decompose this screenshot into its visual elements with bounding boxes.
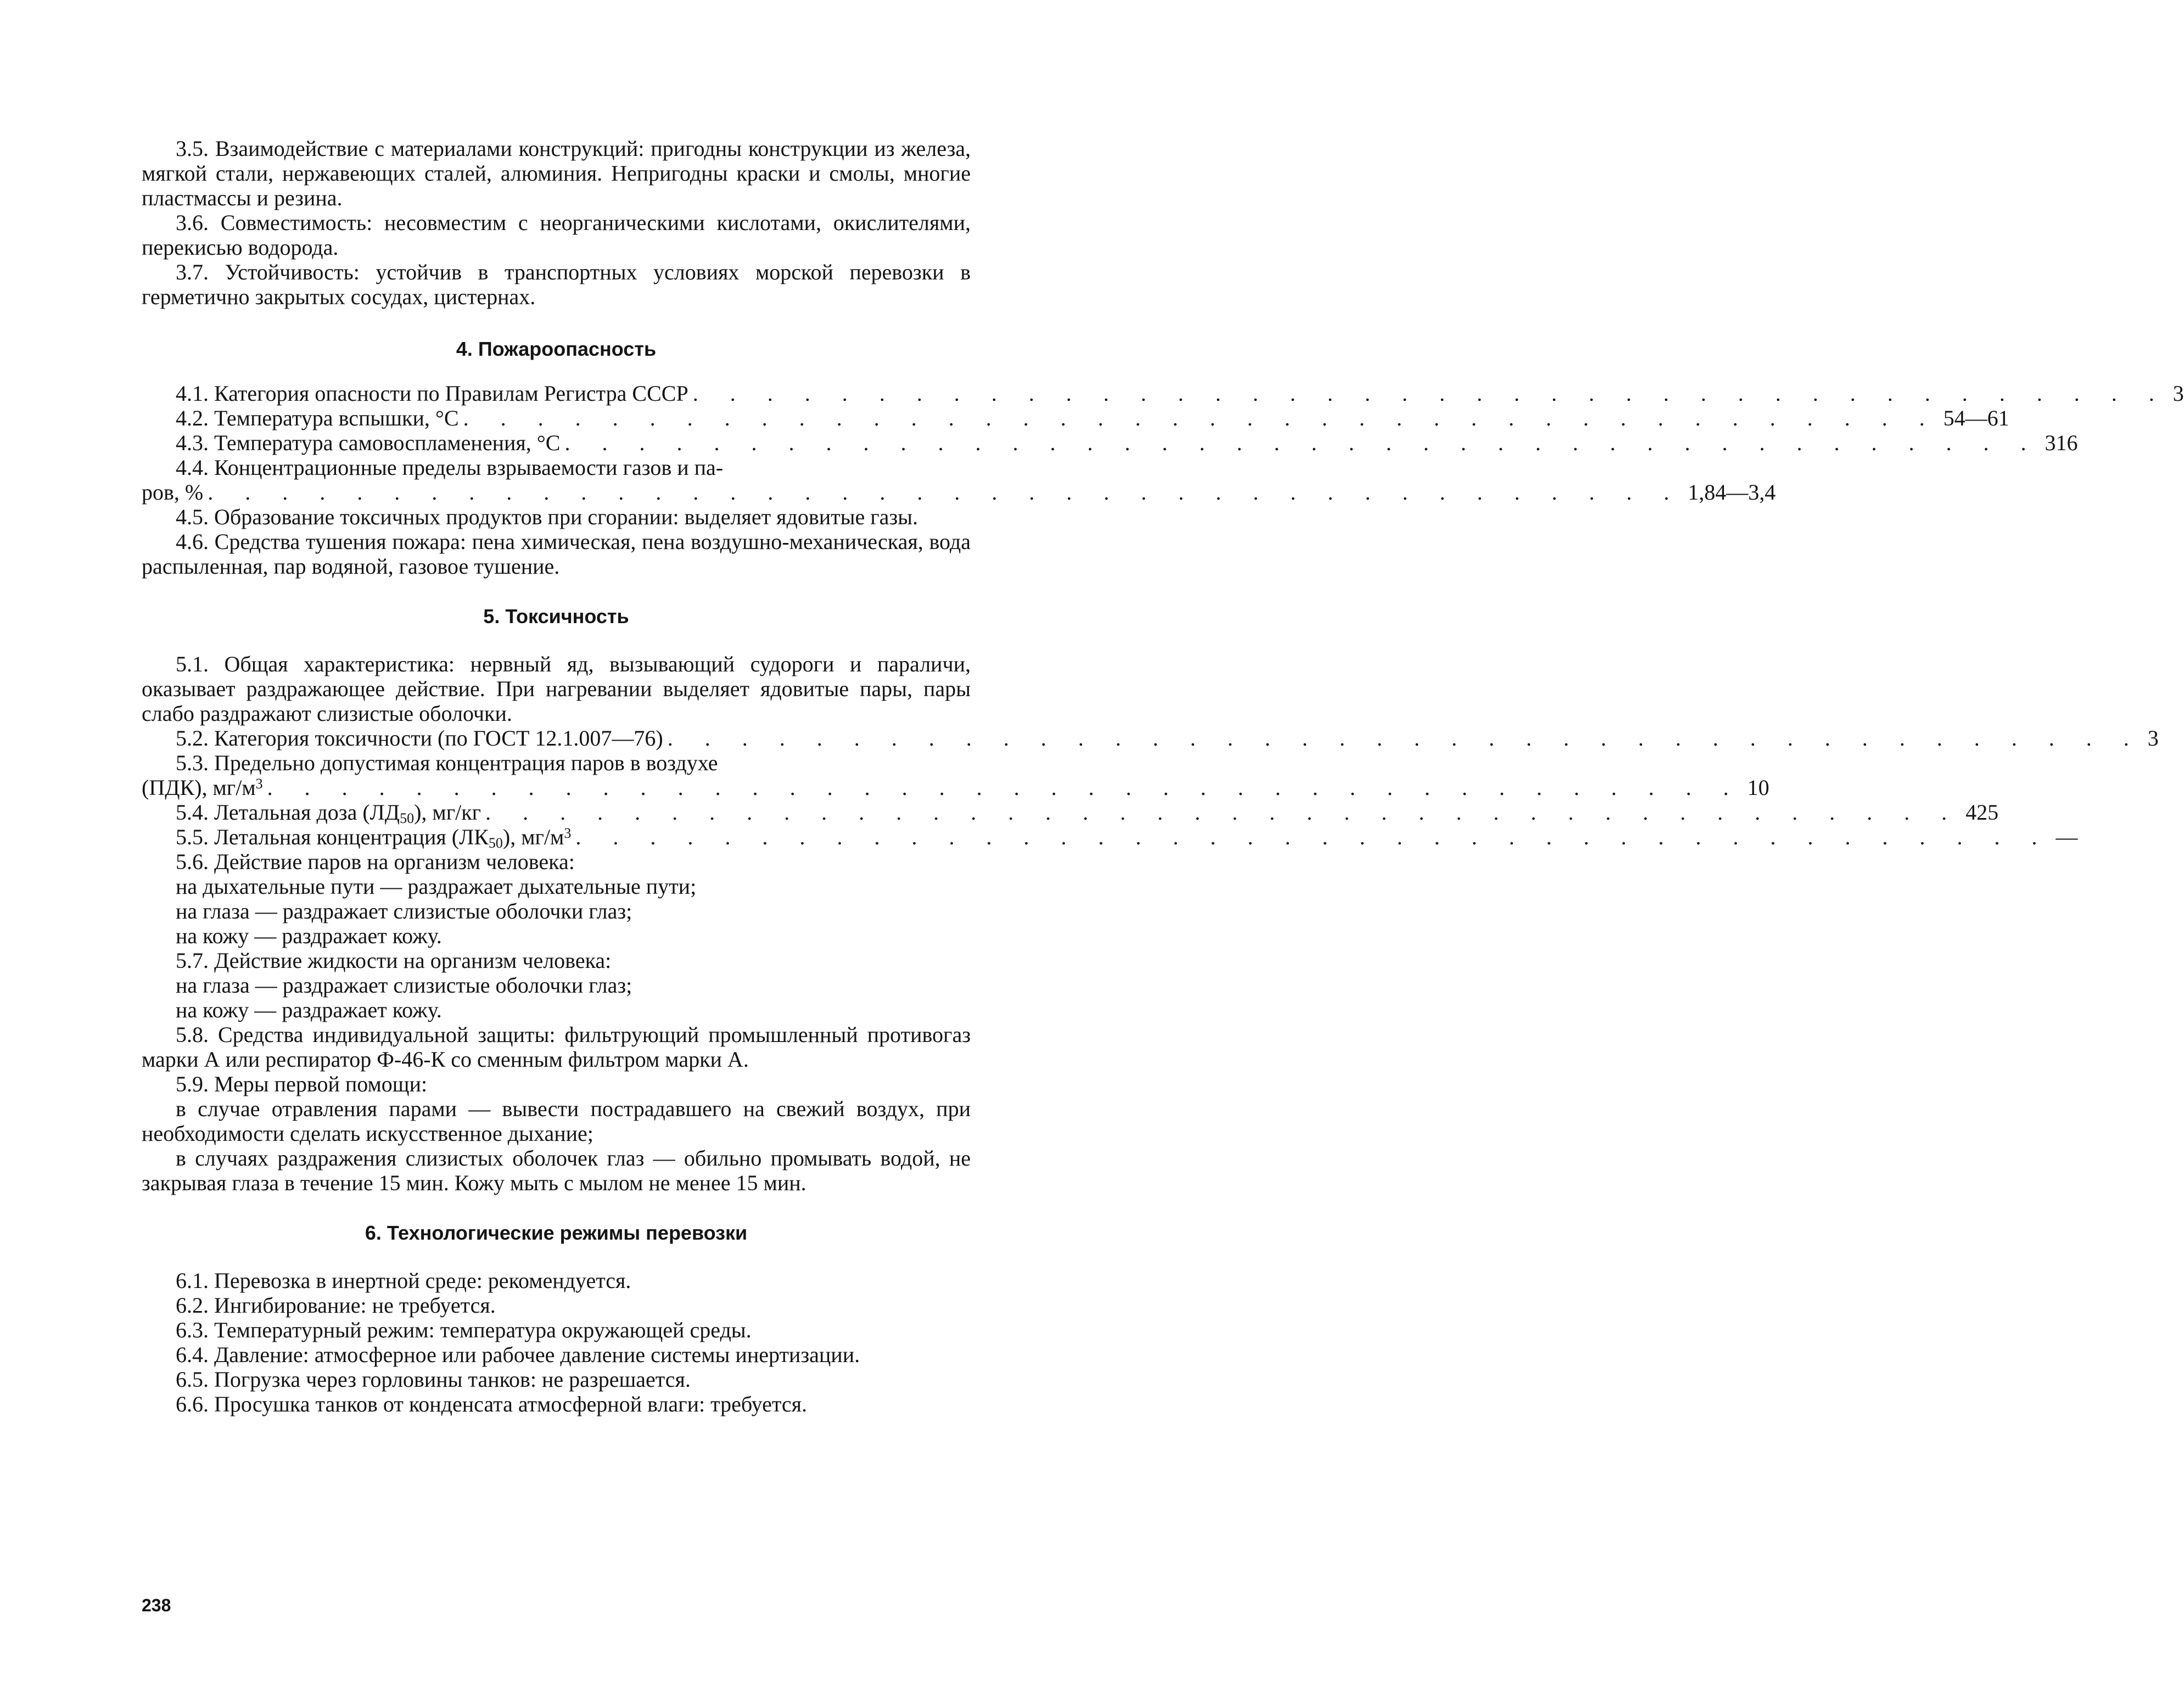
row-label: 4.3. Температура самовоспламенения, °С <box>176 430 561 455</box>
subscript: 50 <box>488 835 503 851</box>
paragraph-5-6: 5.6. Действие паров на организм человека: <box>176 849 575 874</box>
paragraph-5-1: 5.1. Общая характеристика: нервный яд, вызывающий судороги и параличи, оказывает раздражающее действие. При нагревании выделяет ядовитые пары, пары слабо раздражают слизистые оболочки. <box>142 652 971 726</box>
list-item: на глаза — раздражает слизистые оболочки глаз; <box>176 899 632 923</box>
row-5-2 <box>142 726 2159 750</box>
row-value: 316 <box>2045 430 2078 455</box>
row-value: 3 <box>2172 381 2184 406</box>
row-value: — <box>2056 825 2078 849</box>
row-value: 1,84—3,4 <box>1688 480 1776 505</box>
row-label-text: ), мг/м <box>502 825 564 849</box>
paragraph-3-6: 3.6. Совместимость: несовместим с неорганическими кислотами, окислителями, перекисью водорода. <box>142 210 971 260</box>
row-label <box>176 800 481 825</box>
dot-leader: . . . . . . . . . . . . . . . . . . . . . . . . . . . . . . . . . . . . . . . . <box>575 825 2051 849</box>
row-label-text: (ПДК), мг/м <box>142 775 256 800</box>
dot-leader: . . . . . . . . . . . . . . . . . . . . . . . . . . . . . . . . . . . . . . . . <box>208 480 1683 505</box>
subscript: 50 <box>400 810 415 826</box>
paragraph-3-7: 3.7. Устойчивость: устойчив в транспортных условиях морской перевозки в герметично закрытых сосудах, цистернах. <box>142 260 971 309</box>
row-value: 425 <box>1965 800 1999 825</box>
dot-leader: . . . . . . . . . . . . . . . . . . . . . . . . . . . . . . . . . . . . . . . . <box>485 800 1961 825</box>
row-label: 4.2. Температура вспышки, °С <box>176 406 459 430</box>
section-heading-6: 6. Технологические режимы перевозки <box>365 1222 748 1244</box>
row-label <box>176 825 571 849</box>
row-label-text: 5.5. Летальная концентрация (ЛК <box>176 825 489 849</box>
row-5-4 <box>142 800 1999 826</box>
paragraph-6-2: 6.2. Ингибирование: не требуется. <box>176 1293 496 1318</box>
page-number: 238 <box>142 1595 171 1615</box>
document-page <box>142 136 2184 1416</box>
row-5-3 <box>142 775 1769 800</box>
row-4-4 <box>142 480 1776 505</box>
paragraph-3-5: 3.5. Взаимодействие с материалами конструкций: пригодны конструкции из железа, мягкой стали, нержавеющих сталей, алюминия. Непригодны краски и смолы, многие пластмассы и резина. <box>142 136 971 210</box>
row-value: 3 <box>2147 726 2159 750</box>
paragraph-6-4: 6.4. Давление: атмосферное или рабочее давление системы инертизации. <box>176 1342 860 1367</box>
section-heading-5: 5. Токсичность <box>483 605 629 628</box>
paragraph-5-7: 5.7. Действие жидкости на организм человека: <box>176 948 612 973</box>
row-label-text: ), мг/кг <box>414 800 481 825</box>
paragraph-5-8: 5.8. Средства индивидуальной защиты: фильтрующий промышленный противогаз марки А или респиратор Ф-46-К со сменным фильтром марки А. <box>142 1022 971 1072</box>
row-4-1 <box>142 381 2184 406</box>
row-4-2 <box>142 406 2009 430</box>
paragraph-5-9: 5.9. Меры первой помощи: <box>176 1072 428 1096</box>
list-item: на кожу — раздражает кожу. <box>176 923 442 948</box>
list-item: на дыхательные пути — раздражает дыхательные пути; <box>176 874 697 899</box>
dot-leader: . . . . . . . . . . . . . . . . . . . . . . . . . . . . . . . . . . . . . . . . <box>267 775 1742 800</box>
paragraph-4-6: 4.6. Средства тушения пожара: пена химическая, пена воздушно-механическая, вода распыленная, пар водяной, газовое тушение. <box>142 529 971 579</box>
row-label: ров, % <box>142 480 204 505</box>
dot-leader: . . . . . . . . . . . . . . . . . . . . . . . . . . . . . . . . . . . . . . . . <box>667 726 2142 750</box>
dot-leader: . . . . . . . . . . . . . . . . . . . . . . . . . . . . . . . . . . . . . . . . <box>564 430 2040 455</box>
row-label: 4.1. Категория опасности по Правилам Регистра СССР <box>176 381 688 406</box>
superscript: 3 <box>564 825 572 841</box>
superscript: 3 <box>255 776 263 792</box>
row-label: 5.2. Категория токсичности (по ГОСТ 12.1.007—76) <box>176 726 663 750</box>
row-label <box>142 775 263 800</box>
paragraph-6-1: 6.1. Перевозка в инертной среде: рекомендуется. <box>176 1268 631 1293</box>
list-item: в случае отравления парами — вывести пострадавшего на свежий воздух, при необходимости сделать искусственное дыхание; <box>142 1096 971 1146</box>
paragraph-6-6: 6.6. Просушка танков от конденсата атмосферной влаги: требуется. <box>176 1392 807 1416</box>
row-5-3-text: 5.3. Предельно допустимая концентрация паров в воздухе <box>176 750 718 775</box>
row-4-3 <box>142 430 2078 455</box>
list-item: на глаза — раздражает слизистые оболочки глаз; <box>176 973 632 998</box>
dot-leader: . . . . . . . . . . . . . . . . . . . . . . . . . . . . . . . . . . . . . . . . <box>463 406 1938 430</box>
row-value: 54—61 <box>1943 406 2009 430</box>
row-label-text: 5.4. Летальная доза (ЛД <box>176 800 400 825</box>
paragraph-6-5: 6.5. Погрузка через горловины танков: не разрешается. <box>176 1367 691 1392</box>
paragraph-6-3: 6.3. Температурный режим: температура окружающей среды. <box>176 1318 752 1342</box>
row-5-5 <box>142 825 2078 851</box>
row-4-4-text: 4.4. Концентрационные пределы взрываемости газов и па- <box>176 455 724 480</box>
row-value: 10 <box>1747 775 1769 800</box>
dot-leader: . . . . . . . . . . . . . . . . . . . . . . . . . . . . . . . . . . . . . . . . <box>692 381 2168 406</box>
section-heading-4: 4. Пожароопасность <box>456 338 657 360</box>
paragraph-4-5: 4.5. Образование токсичных продуктов при сгорании: выделяет ядовитые газы. <box>176 505 919 529</box>
list-item: на кожу — раздражает кожу. <box>176 998 442 1022</box>
list-item: в случаях раздражения слизистых оболочек глаз — обильно промывать водой, не закрывая глаза в течение 15 мин. Кожу мыть с мылом не менее 15 мин. <box>142 1146 971 1195</box>
